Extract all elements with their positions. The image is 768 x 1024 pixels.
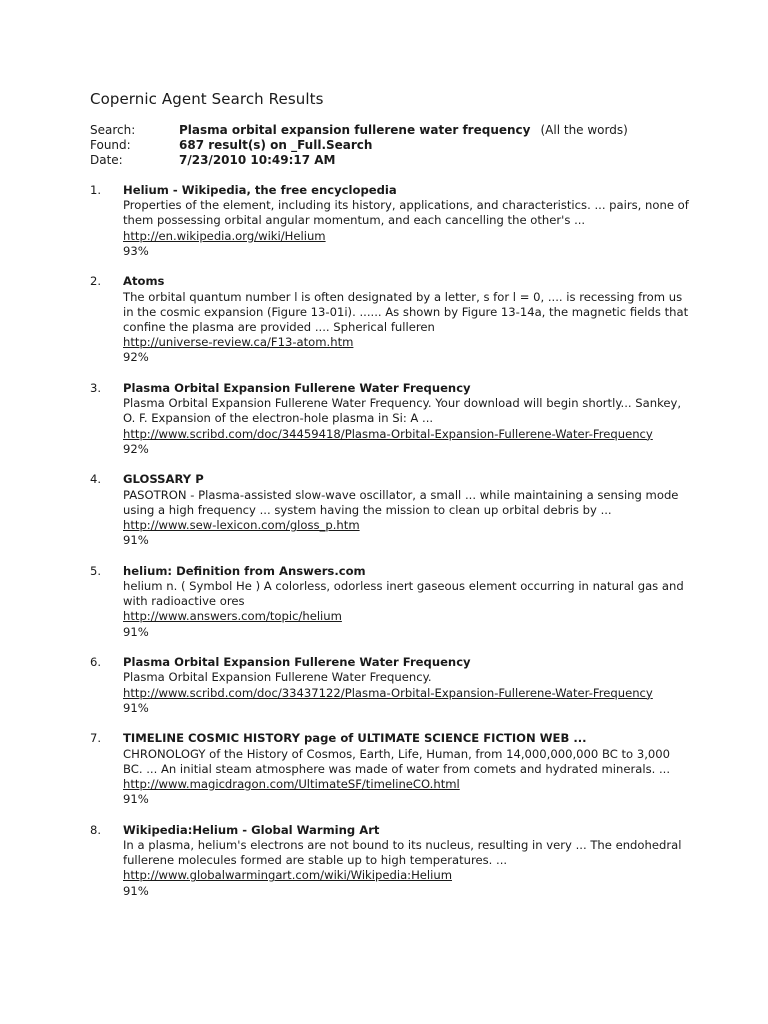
search-date: 7/23/2010 10:49:17 AM: [179, 153, 336, 167]
result-item: [90, 564, 690, 640]
result-snippet: Properties of the element, including its history, applications, and characteristics. ... pairs, none of them possessing orbital angular momentum, and each cancelling the other's ...: [123, 198, 689, 228]
result-item: [90, 655, 690, 716]
search-row: [90, 123, 628, 138]
result-number: 6.: [90, 655, 102, 670]
result-title: Atoms: [123, 274, 165, 289]
result-title: Helium - Wikipedia, the free encyclopedia: [123, 183, 397, 197]
result-body: [123, 823, 690, 899]
result-number: 1.: [90, 183, 102, 197]
result-score: 91%: [123, 533, 149, 548]
result-score: 92%: [123, 350, 149, 365]
result-body: [123, 274, 690, 365]
search-query: [179, 123, 628, 138]
result-title: TIMELINE COSMIC HISTORY page of ULTIMATE SCIENCE FICTION WEB ...: [123, 731, 587, 746]
search-mode: (All the words): [540, 123, 628, 137]
result-score: 91%: [123, 624, 149, 639]
result-score: 91%: [123, 700, 149, 715]
result-body: [123, 564, 690, 640]
result-item: [90, 472, 690, 548]
result-number: 8.: [90, 822, 102, 837]
found-count: 687 result(s) on _Full.Search: [179, 138, 373, 152]
result-number: 5.: [90, 563, 102, 578]
result-item: [90, 183, 690, 259]
search-label: Search:: [90, 123, 136, 137]
results-list: [90, 183, 690, 914]
result-snippet: CHRONOLOGY of the History of Cosmos, Earth, Life, Human, from 14,000,000,000 BC to 3,000 BC. ... An initial steam atmosphere was made of water from comets and hydrated minerals. ...: [123, 746, 671, 776]
result-score: 91%: [123, 883, 149, 898]
date-row: [90, 153, 628, 168]
result-body: [123, 655, 690, 716]
result-title: Plasma Orbital Expansion Fullerene Water Frequency: [123, 381, 471, 396]
result-body: [123, 472, 690, 548]
result-item: [90, 823, 690, 899]
result-number: 3.: [90, 381, 102, 396]
result-link[interactable]: http://www.magicdragon.com/UltimateSF/timelineCO.html: [123, 777, 460, 792]
result-link[interactable]: http://www.answers.com/topic/helium: [123, 609, 342, 624]
result-link[interactable]: http://en.wikipedia.org/wiki/Helium: [123, 228, 326, 243]
date-label: Date:: [90, 153, 123, 167]
found-row: [90, 138, 628, 153]
result-title: Plasma Orbital Expansion Fullerene Water Frequency: [123, 655, 471, 670]
result-title: helium: Definition from Answers.com: [123, 563, 366, 578]
search-query-text: Plasma orbital expansion fullerene water frequency: [179, 123, 531, 137]
result-item: [90, 274, 690, 365]
result-number: 7.: [90, 731, 102, 746]
result-snippet: In a plasma, helium's electrons are not bound to its nucleus, resulting in very ... The endohedral fullerene molecules formed are stable up to high temperatures. ...: [123, 838, 682, 868]
result-number: 2.: [90, 274, 102, 289]
found-label: Found:: [90, 138, 131, 152]
result-title: Wikipedia:Helium - Global Warming Art: [123, 822, 380, 837]
result-number: 4.: [90, 472, 102, 487]
result-score: 91%: [123, 792, 149, 807]
result-link[interactable]: http://www.scribd.com/doc/34459418/Plasma-Orbital-Expansion-Fullerene-Water-Frequency: [123, 426, 653, 441]
result-body: [123, 381, 690, 457]
result-snippet: Plasma Orbital Expansion Fullerene Water Frequency.: [123, 670, 432, 685]
result-item: [90, 731, 690, 807]
result-snippet: The orbital quantum number l is often designated by a letter, s for l = 0, .... is recessing from us in the cosmic expansion (Figure 13-01i). ...... As shown by Figure 13-14a, the magnetic fields that confine the plasma are provided .... Spherical fulleren: [123, 289, 689, 335]
search-summary: [90, 123, 628, 168]
result-score: 92%: [123, 441, 149, 456]
result-link[interactable]: http://www.sew-lexicon.com/gloss_p.htm: [123, 518, 360, 533]
result-title: GLOSSARY P: [123, 472, 204, 487]
page-title: Copernic Agent Search Results: [90, 90, 324, 108]
result-link[interactable]: http://universe-review.ca/F13-atom.htm: [123, 335, 354, 350]
result-snippet: helium n. ( Symbol He ) A colorless, odorless inert gaseous element occurring in natural gas and with radioactive ores: [123, 579, 684, 609]
result-body: [123, 183, 690, 259]
result-snippet: PASOTRON - Plasma-assisted slow-wave oscillator, a small ... while maintaining a sensing mode using a high frequency ... system having the mission to clean up orbital debris by ...: [123, 487, 679, 517]
result-snippet: Plasma Orbital Expansion Fullerene Water Frequency. Your download will begin shortly... Sankey, O. F. Expansion of the electron-hole plasma in Si: A ...: [123, 396, 682, 426]
result-item: [90, 381, 690, 457]
result-link[interactable]: http://www.scribd.com/doc/33437122/Plasma-Orbital-Expansion-Fullerene-Water-Frequency: [123, 685, 653, 700]
result-link[interactable]: http://www.globalwarmingart.com/wiki/Wikipedia:Helium: [123, 868, 453, 883]
result-body: [123, 731, 690, 807]
result-score: 93%: [123, 243, 149, 258]
